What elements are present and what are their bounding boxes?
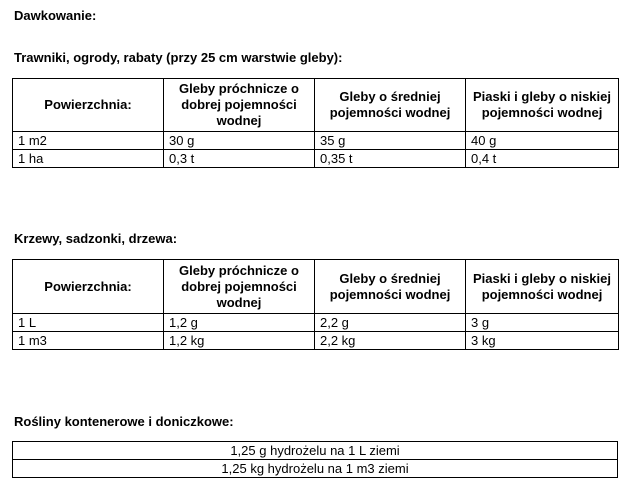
- cell-area: 1 L: [13, 314, 164, 332]
- header-area: Powierzchnia:: [13, 79, 164, 132]
- cell-humus: 1,2 kg: [164, 332, 315, 350]
- cell-humus: 30 g: [164, 132, 315, 150]
- dosage-table-lawns: [12, 78, 619, 168]
- section-heading-lawns: Trawniki, ogrody, rabaty (przy 25 cm warstwie gleby):: [14, 50, 343, 65]
- table-row: [13, 132, 619, 150]
- cell-sandy: 0,4 t: [466, 150, 619, 168]
- cell-sandy: 40 g: [466, 132, 619, 150]
- cell-humus: 0,3 t: [164, 150, 315, 168]
- header-sandy-soil: Piaski i gleby o niskiej pojemności wodnej: [466, 260, 619, 314]
- section-heading-containers: Rośliny kontenerowe i doniczkowe:: [14, 414, 234, 429]
- table-row: [13, 332, 619, 350]
- header-area: Powierzchnia:: [13, 260, 164, 314]
- cell-humus: 1,2 g: [164, 314, 315, 332]
- table-row: [13, 314, 619, 332]
- header-sandy-soil: Piaski i gleby o niskiej pojemności wodnej: [466, 79, 619, 132]
- cell-dosage-litre: 1,25 g hydrożelu na 1 L ziemi: [13, 442, 618, 460]
- cell-medium: 2,2 g: [315, 314, 466, 332]
- cell-area: 1 m2: [13, 132, 164, 150]
- cell-dosage-cubic-metre: 1,25 kg hydrożelu na 1 m3 ziemi: [13, 460, 618, 478]
- cell-medium: 2,2 kg: [315, 332, 466, 350]
- page-title: Dawkowanie:: [14, 8, 97, 23]
- header-humus-soil: Gleby próchnicze o dobrej pojemności wodnej: [164, 260, 315, 314]
- table-header-row: [13, 79, 619, 132]
- header-humus-soil: Gleby próchnicze o dobrej pojemności wodnej: [164, 79, 315, 132]
- cell-medium: 35 g: [315, 132, 466, 150]
- table-header-row: [13, 260, 619, 314]
- header-medium-soil: Gleby o średniej pojemności wodnej: [315, 79, 466, 132]
- cell-area: 1 ha: [13, 150, 164, 168]
- table-row: [13, 460, 618, 478]
- dosage-table-containers: [12, 441, 618, 478]
- table-row: [13, 150, 619, 168]
- section-heading-shrubs: Krzewy, sadzonki, drzewa:: [14, 231, 178, 246]
- cell-medium: 0,35 t: [315, 150, 466, 168]
- header-medium-soil: Gleby o średniej pojemności wodnej: [315, 260, 466, 314]
- dosage-table-shrubs: [12, 259, 619, 350]
- cell-sandy: 3 kg: [466, 332, 619, 350]
- table-row: [13, 442, 618, 460]
- cell-area: 1 m3: [13, 332, 164, 350]
- cell-sandy: 3 g: [466, 314, 619, 332]
